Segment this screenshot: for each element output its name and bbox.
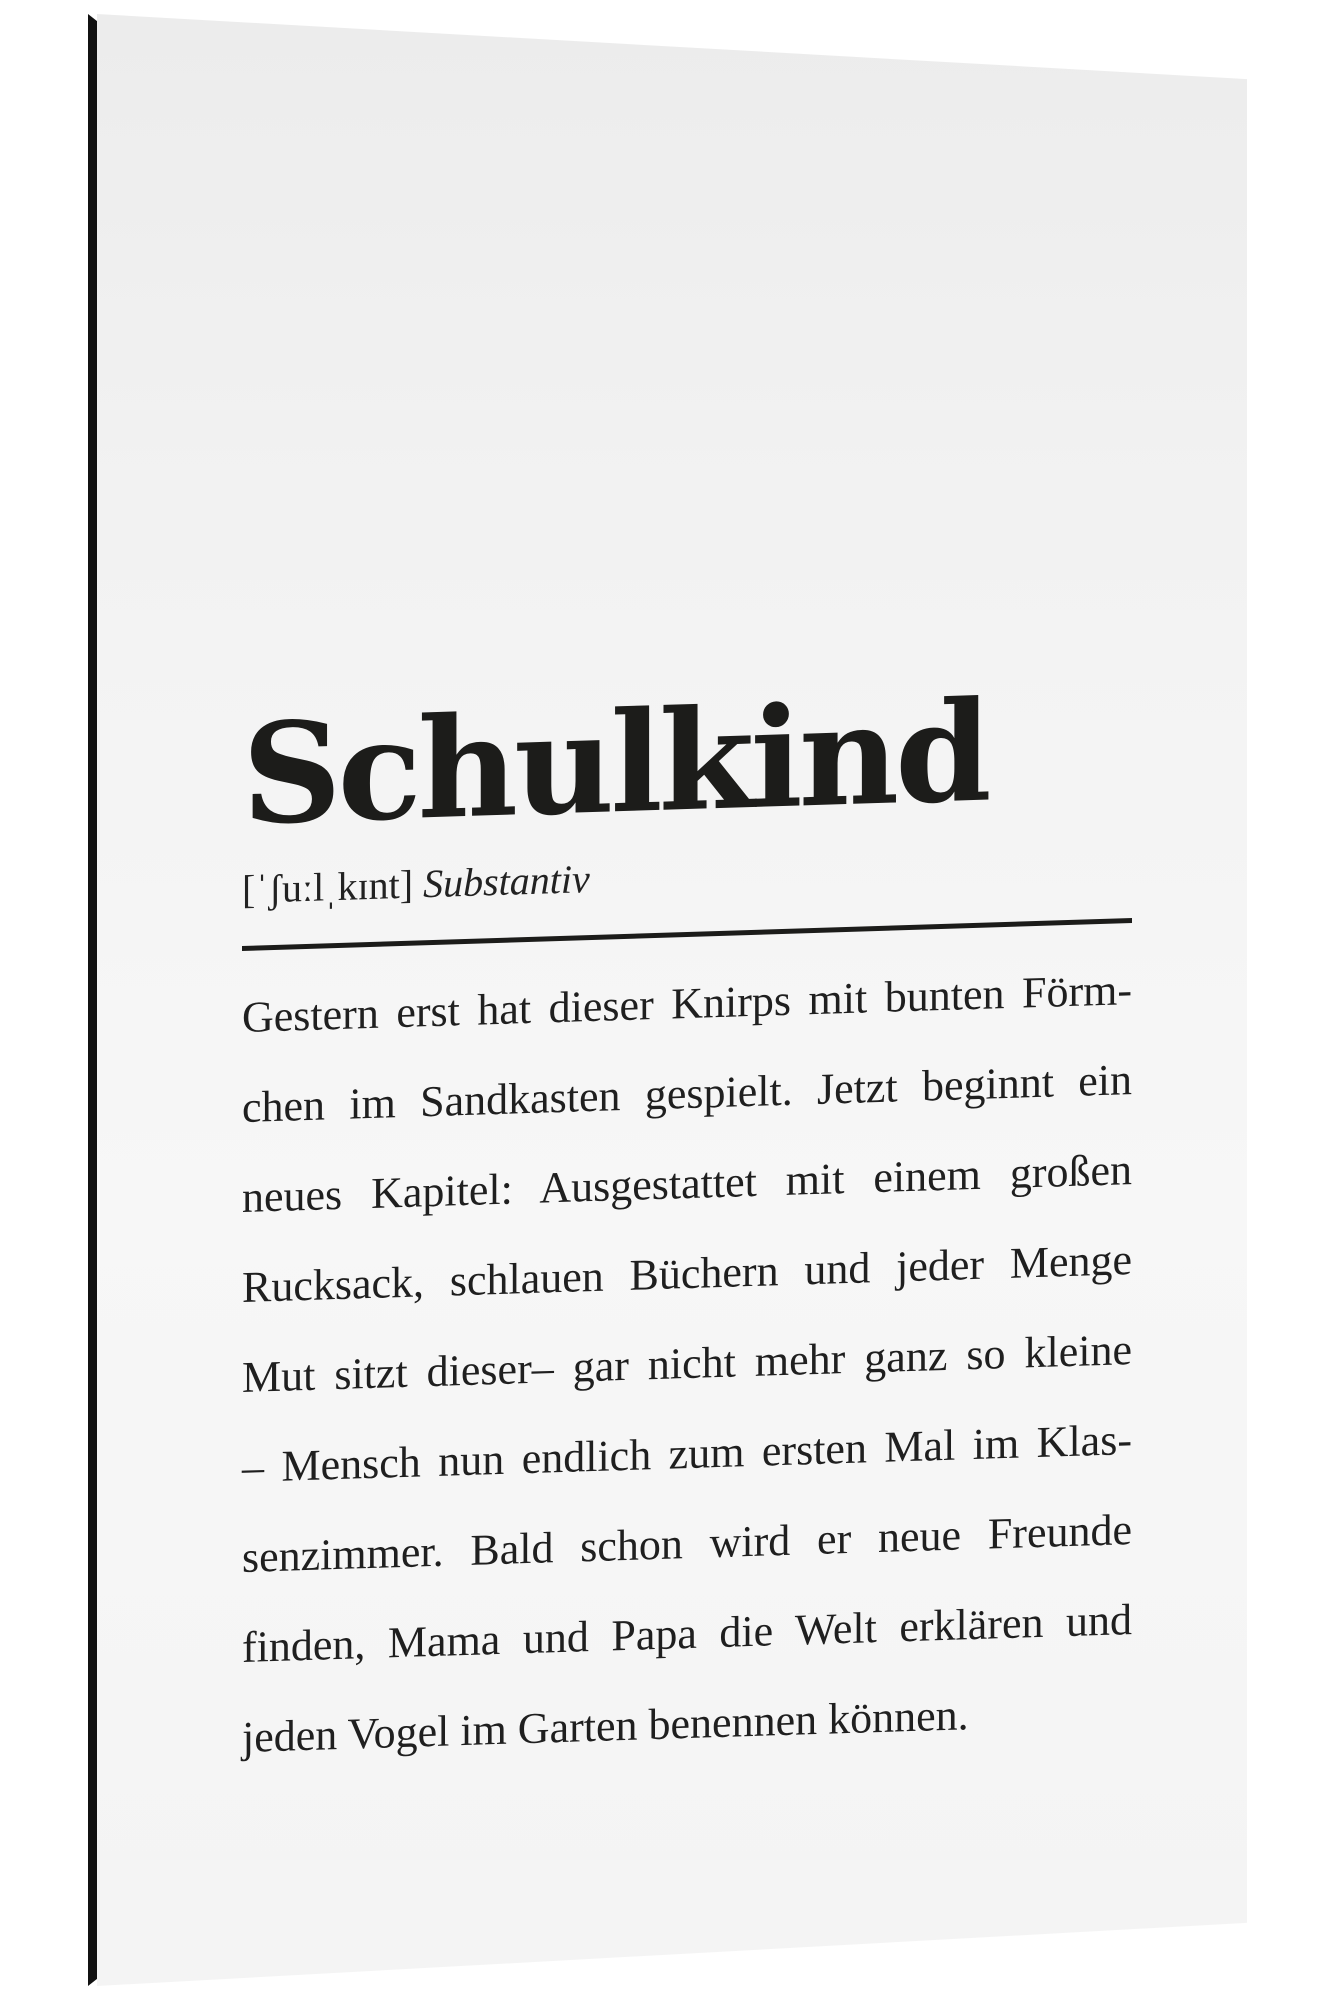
definition-line: Gestern erst hat dieser Knirps mit bunten Förm- <box>242 965 1132 1042</box>
definition-line: – Mensch nun endlich zum ersten Mal im Klas- <box>242 1415 1132 1492</box>
definition-line: jeden Vogel im Garten benennen können. <box>242 1690 969 1762</box>
definition-line: Mut sitzt dieser– gar nicht mehr ganz so kleine <box>242 1325 1132 1402</box>
definition-line: chen im Sandkasten gespielt. Jetzt beginnt ein <box>242 1055 1132 1132</box>
headword: Schulkind <box>242 669 988 856</box>
definition-text <box>242 945 1132 1783</box>
pronunciation: [ˈʃuːlˌkɪnt] <box>242 861 414 912</box>
print-edge <box>88 14 98 1986</box>
definition-line: neues Kapitel: Ausgestattet mit einem großen <box>242 1145 1132 1222</box>
definition-card <box>242 669 1140 1783</box>
definition-line: finden, Mama und Papa die Welt erklären und <box>242 1595 1132 1672</box>
part-of-speech: Substantiv <box>423 856 590 907</box>
definition-line: senzimmer. Bald schon wird er neue Freunde <box>242 1505 1132 1582</box>
divider-rule <box>242 918 1132 951</box>
definition-line: Rucksack, schlauen Büchern und jeder Menge <box>242 1235 1132 1312</box>
